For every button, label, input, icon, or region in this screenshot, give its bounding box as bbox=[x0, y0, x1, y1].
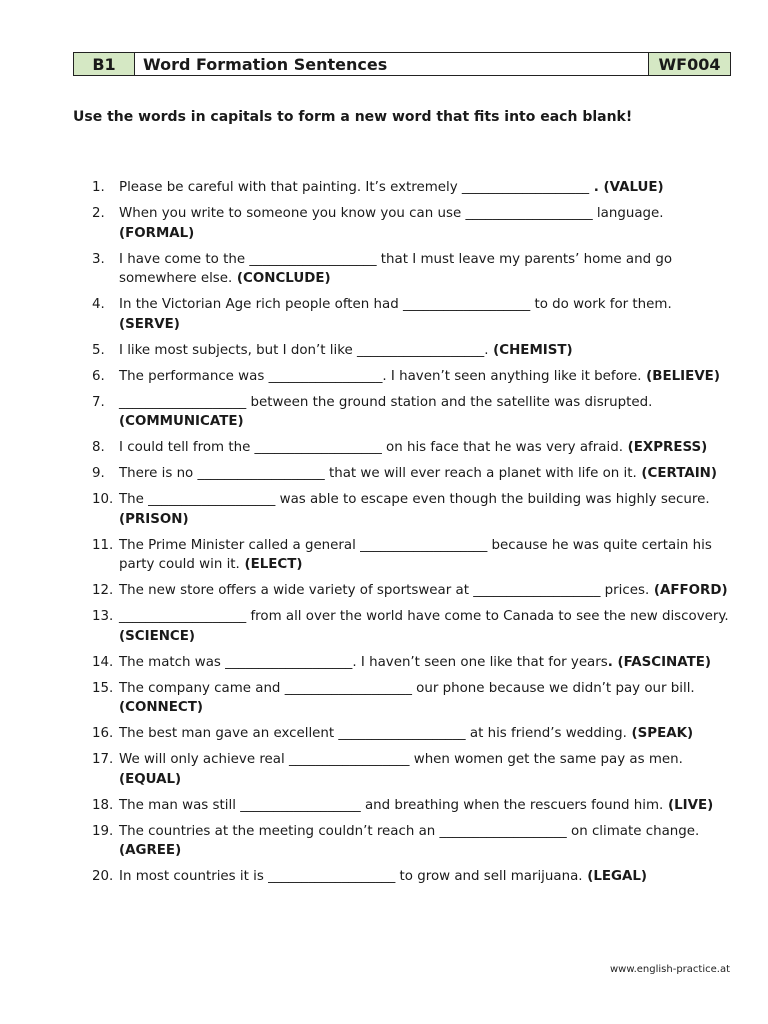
exercise-number: 14. bbox=[92, 654, 114, 670]
exercise-number: 10. bbox=[92, 492, 114, 507]
exercise-text: The performance was _________________. I haven’t seen anything like it before. bbox=[119, 368, 642, 384]
exercise-item bbox=[92, 796, 732, 816]
exercise-text: The new store offers a wide variety of sportswear at ___________________ prices. bbox=[119, 583, 650, 598]
exercise-item bbox=[92, 250, 732, 289]
exercise-keyword: (CHEMIST) bbox=[488, 342, 573, 358]
exercise-number: 17. bbox=[92, 752, 114, 767]
exercise-item bbox=[92, 295, 732, 334]
exercise-number: 7. bbox=[92, 394, 105, 410]
exercise-number: 15. bbox=[92, 680, 114, 696]
exercise-text: The match was ___________________. I haven’t seen one like that for years bbox=[119, 654, 608, 670]
exercise-item bbox=[92, 581, 732, 601]
exercise-number: 2. bbox=[92, 206, 105, 221]
exercise-item bbox=[92, 607, 732, 646]
footer-url: www.english-practice.at bbox=[609, 964, 730, 975]
worksheet-title: Word Formation Sentences bbox=[135, 53, 649, 75]
exercise-number: 18. bbox=[92, 797, 114, 813]
exercise-keyword: (COMMUNICATE) bbox=[119, 414, 244, 429]
exercise-list bbox=[92, 178, 732, 893]
exercise-keyword: (AFFORD) bbox=[649, 583, 728, 598]
exercise-item bbox=[92, 367, 732, 387]
exercise-keyword: (LIVE) bbox=[663, 797, 714, 813]
exercise-number: 20. bbox=[92, 869, 114, 884]
exercise-number: 9. bbox=[92, 466, 105, 481]
exercise-item bbox=[92, 438, 732, 458]
exercise-keyword: (EXPRESS) bbox=[622, 440, 708, 455]
exercise-keyword: (PRISON) bbox=[119, 511, 189, 527]
exercise-keyword: (CONNECT) bbox=[119, 700, 203, 715]
exercise-item bbox=[92, 341, 732, 361]
exercise-keyword: (SCIENCE) bbox=[119, 628, 196, 644]
exercise-text: ___________________ between the ground station and the satellite was disrupted. bbox=[119, 394, 653, 410]
exercise-text: When you write to someone you know you can use ___________________ language. bbox=[119, 206, 664, 221]
exercise-number: 16. bbox=[92, 726, 114, 741]
exercise-text: I could tell from the ___________________ on his face that he was very afraid. bbox=[119, 440, 623, 455]
exercise-keyword: . (VALUE) bbox=[589, 180, 664, 195]
exercise-item bbox=[92, 178, 732, 198]
exercise-text: The best man gave an excellent ___________________ at his friend’s wedding. bbox=[119, 726, 627, 741]
exercise-number: 19. bbox=[92, 823, 114, 839]
exercise-text: The ___________________ was able to escape even though the building was highly secure. bbox=[119, 492, 710, 507]
exercise-item bbox=[92, 393, 732, 432]
exercise-keyword: (LEGAL) bbox=[582, 869, 648, 884]
exercise-text: In most countries it is ___________________ to grow and sell marijuana. bbox=[119, 869, 583, 884]
exercise-text: The Prime Minister called a general ___________________ because he was quite certain his party could win it. bbox=[119, 537, 712, 572]
exercise-keyword: (CONCLUDE) bbox=[232, 271, 331, 286]
level-cell: B1 bbox=[74, 53, 135, 75]
exercise-number: 6. bbox=[92, 368, 105, 384]
exercise-keyword: (SERVE) bbox=[119, 316, 180, 332]
exercise-text: The company came and ___________________ our phone because we didn’t pay our bill. bbox=[119, 680, 695, 696]
exercise-item bbox=[92, 750, 732, 789]
exercise-keyword: . (FASCINATE) bbox=[607, 654, 711, 670]
exercise-number: 3. bbox=[92, 251, 105, 267]
worksheet-header bbox=[73, 52, 731, 76]
exercise-number: 13. bbox=[92, 609, 114, 624]
exercise-keyword: (SPEAK) bbox=[626, 726, 694, 741]
exercise-number: 12. bbox=[92, 583, 114, 598]
exercise-text: I have come to the ___________________ that I must leave my parents’ home and go somewhere else. bbox=[119, 251, 673, 286]
exercise-text: I like most subjects, but I don’t like ___________________. bbox=[119, 342, 489, 358]
exercise-keyword: (AGREE) bbox=[119, 843, 182, 858]
exercise-text: The man was still __________________ and breathing when the rescuers found him. bbox=[119, 797, 664, 813]
exercise-text: In the Victorian Age rich people often had ___________________ to do work for them. bbox=[119, 297, 672, 312]
exercise-item bbox=[92, 490, 732, 529]
exercise-text: ___________________ from all over the world have come to Canada to see the new discovery. bbox=[119, 609, 729, 624]
exercise-keyword: (BELIEVE) bbox=[641, 368, 720, 384]
exercise-number: 8. bbox=[92, 440, 105, 455]
exercise-number: 5. bbox=[92, 342, 105, 358]
exercise-item bbox=[92, 724, 732, 744]
worksheet-code: WF004 bbox=[649, 53, 730, 75]
exercise-text: Please be careful with that painting. It’s extremely ___________________ bbox=[119, 180, 590, 195]
exercise-item bbox=[92, 822, 732, 861]
exercise-item bbox=[92, 867, 732, 887]
exercise-keyword: (CERTAIN) bbox=[636, 466, 717, 481]
exercise-text: There is no ___________________ that we will ever reach a planet with life on it. bbox=[119, 466, 637, 481]
exercise-number: 4. bbox=[92, 297, 105, 312]
exercise-keyword: (ELECT) bbox=[239, 557, 303, 572]
exercise-text: The countries at the meeting couldn’t reach an ___________________ on climate change. bbox=[119, 823, 700, 839]
exercise-number: 11. bbox=[92, 537, 114, 553]
exercise-item bbox=[92, 679, 732, 718]
exercise-number: 1. bbox=[92, 180, 105, 195]
exercise-keyword: (EQUAL) bbox=[119, 771, 182, 787]
exercise-item bbox=[92, 204, 732, 243]
exercise-text: We will only achieve real __________________ when women get the same pay as men. bbox=[119, 752, 683, 767]
instructions: Use the words in capitals to form a new word that fits into each blank! bbox=[73, 109, 633, 125]
exercise-item bbox=[92, 464, 732, 484]
exercise-item bbox=[92, 653, 732, 673]
exercise-keyword: (FORMAL) bbox=[119, 225, 195, 241]
exercise-item bbox=[92, 536, 732, 575]
